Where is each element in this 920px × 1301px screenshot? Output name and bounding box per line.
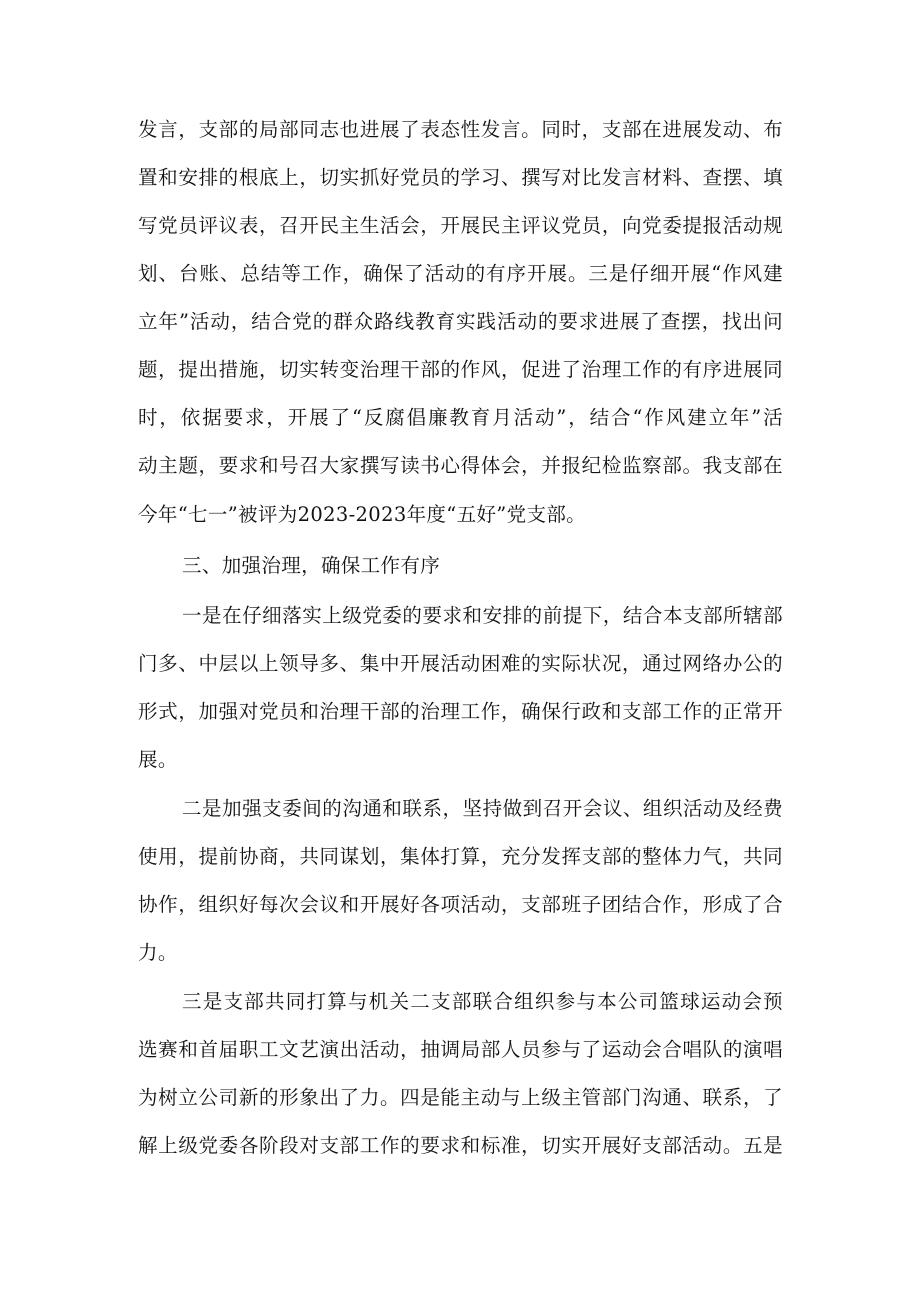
paragraph-line: 二是加强支委间的沟通和联系，坚持做到召开会议、组织活动及经费: [182, 797, 783, 820]
section-heading: 三、加强治理，确保工作有序: [182, 554, 441, 577]
paragraph-line: 使用，提前协商，共同谋划，集体打算，充分发挥支部的整体力气，共同: [138, 845, 783, 868]
paragraph-line: 立年”活动，结合党的群众路线教育实践活动的要求进展了查摆，找出问: [138, 310, 783, 333]
paragraph-line: 形式，加强对党员和治理干部的治理工作，确保行政和支部工作的正常开: [138, 700, 783, 723]
paragraph-line: 门多、中层以上领导多、集中开展活动困难的实际状况，通过网络办公的: [138, 652, 783, 675]
paragraph-line: 选赛和首届职工文艺演出活动，抽调局部人员参与了运动会合唱队的演唱: [138, 1038, 783, 1061]
paragraph-line: 协作，组织好每次会议和开展好各项活动，支部班子团结合作，形成了合: [138, 893, 783, 916]
paragraph-line: 划、台账、总结等工作，确保了活动的有序开展。三是仔细开展“作风建: [138, 262, 783, 285]
paragraph-line: 力。: [138, 941, 178, 964]
paragraph-line: 一是在仔细落实上级党委的要求和安排的前提下，结合本支部所辖部: [182, 604, 783, 627]
paragraph-line: 解上级党委各阶段对支部工作的要求和标准，切实开展好支部活动。五是: [138, 1134, 783, 1157]
paragraph-line: 题，提出措施，切实转变治理干部的作风，促进了治理工作的有序进展同: [138, 358, 783, 381]
paragraph-line: 三是支部共同打算与机关二支部联合组织参与本公司篮球运动会预: [182, 990, 783, 1013]
paragraph-line: 发言，支部的局部同志也进展了表态性发言。同时，支部在进展发动、布: [138, 118, 783, 141]
paragraph-line: 置和安排的根底上，切实抓好党员的学习、撰写对比发言材料、查摆、填: [138, 166, 783, 189]
paragraph-line: 为树立公司新的形象出了力。四是能主动与上级主管部门沟通、联系，了: [138, 1086, 783, 1109]
paragraph-line: 展。: [138, 748, 178, 771]
paragraph-line: 今年“七一”被评为2023-2023年度“五好”党支部。: [138, 503, 587, 526]
paragraph-line: 时，依据要求，开展了“反腐倡廉教育月活动”，结合“作风建立年”活: [138, 406, 783, 429]
paragraph-line: 动主题，要求和号召大家撰写读书心得体会，并报纪检监察部。我支部在: [138, 454, 783, 477]
paragraph-line: 写党员评议表，召开民主生活会，开展民主评议党员，向党委提报活动规: [138, 214, 783, 237]
